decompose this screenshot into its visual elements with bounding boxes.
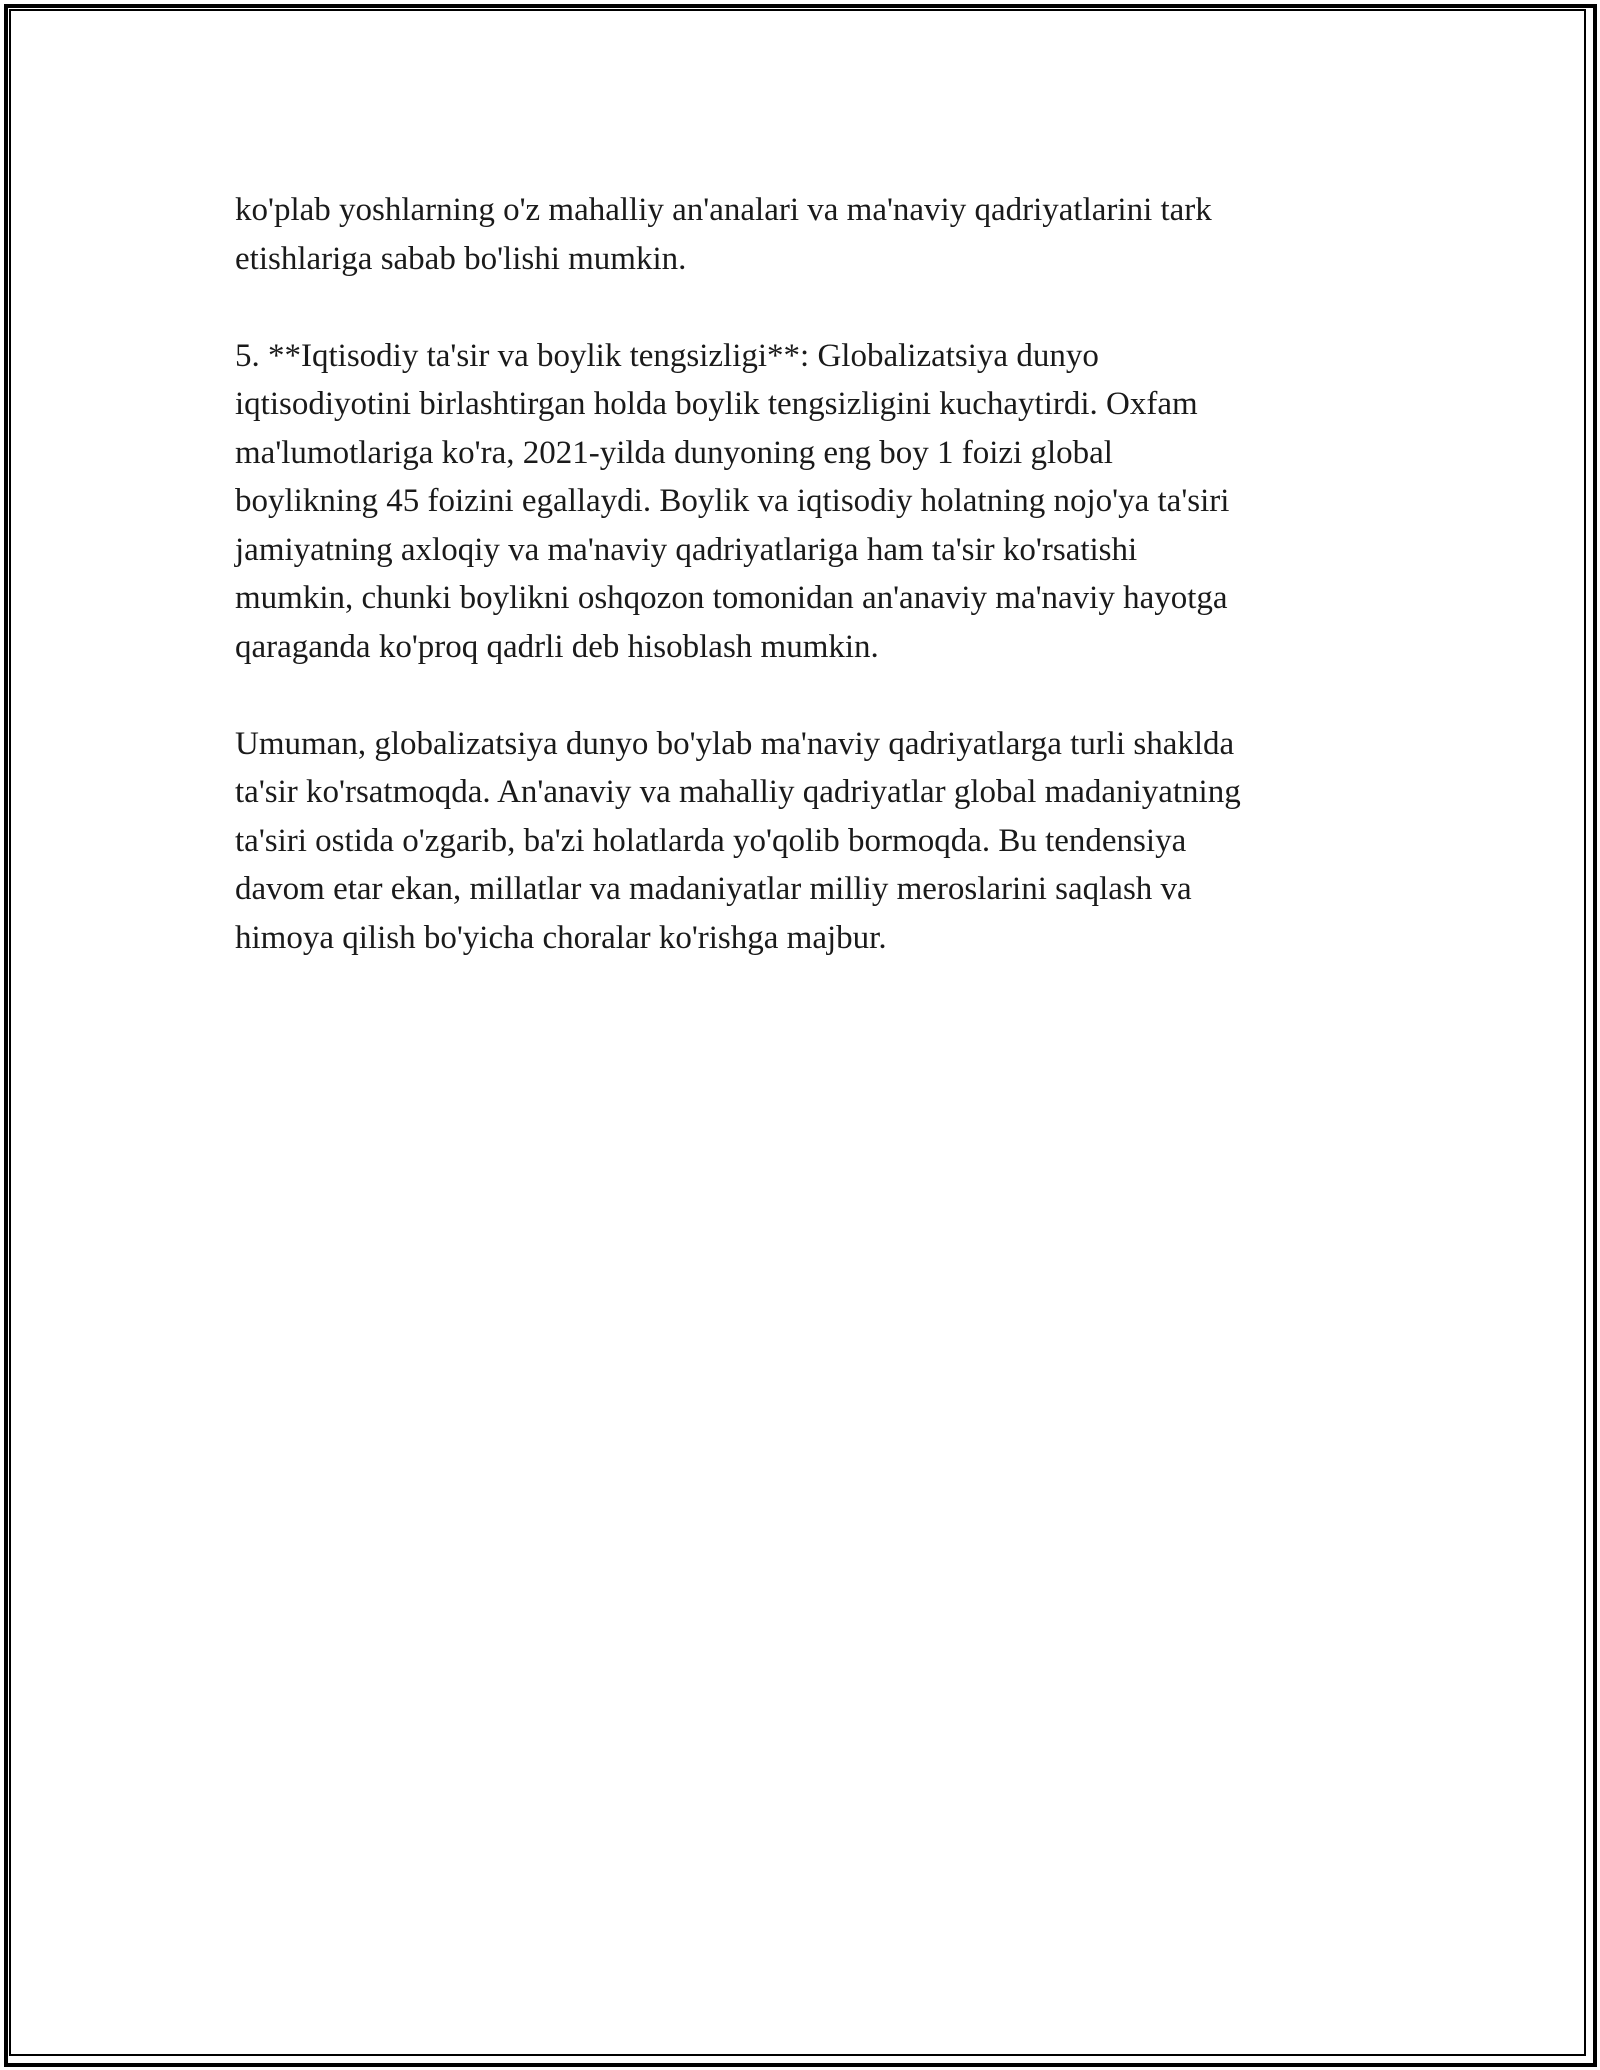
document-body	[235, 186, 1375, 1011]
paragraph-continuation	[235, 186, 1375, 283]
text-line: jamiyatning axloqiy va ma'naviy qadriyatlariga ham ta'sir ko'rsatishi	[235, 531, 1138, 568]
text-line: ta'sir ko'rsatmoqda. An'anaviy va mahalliy qadriyatlar global madaniyatning	[235, 774, 1241, 810]
text-line: etishlariga sabab bo'lishi mumkin.	[235, 240, 687, 277]
text-line: ta'siri ostida o'zgarib, ba'zi holatlarda yo'qolib bormoqda. Bu tendensiya	[235, 822, 1187, 859]
paragraph-economic-impact	[235, 332, 1375, 672]
text-line: iqtisodiyotini birlashtirgan holda boylik tengsizligini kuchaytirdi. Oxfam	[235, 386, 1198, 422]
text-line: himoya qilish bo'yicha choralar ko'rishga majbur.	[235, 919, 887, 956]
text-line: boylikning 45 foizini egallaydi. Boylik va iqtisodiy holatning nojo'ya ta'siri	[235, 483, 1230, 519]
text-line: 5. **Iqtisodiy ta'sir va boylik tengsizligi**: Globalizatsiya dunyo	[235, 337, 1099, 374]
text-line: mumkin, chunki boylikni oshqozon tomonidan an'anaviy ma'naviy hayotga	[235, 580, 1228, 616]
text-line: ko'plab yoshlarning o'z mahalliy an'analari va ma'naviy qadriyatlarini tark	[235, 192, 1212, 228]
text-line: ma'lumotlariga ko'ra, 2021-yilda dunyoning eng boy 1 foizi global	[235, 434, 1113, 471]
text-line: davom etar ekan, millatlar va madaniyatlar milliy meroslarini saqlash va	[235, 871, 1192, 907]
paragraph-conclusion	[235, 720, 1375, 963]
text-line: qaraganda ko'proq qadrli deb hisoblash mumkin.	[235, 628, 879, 665]
text-line: Umuman, globalizatsiya dunyo bo'ylab ma'naviy qadriyatlarga turli shaklda	[235, 725, 1235, 762]
